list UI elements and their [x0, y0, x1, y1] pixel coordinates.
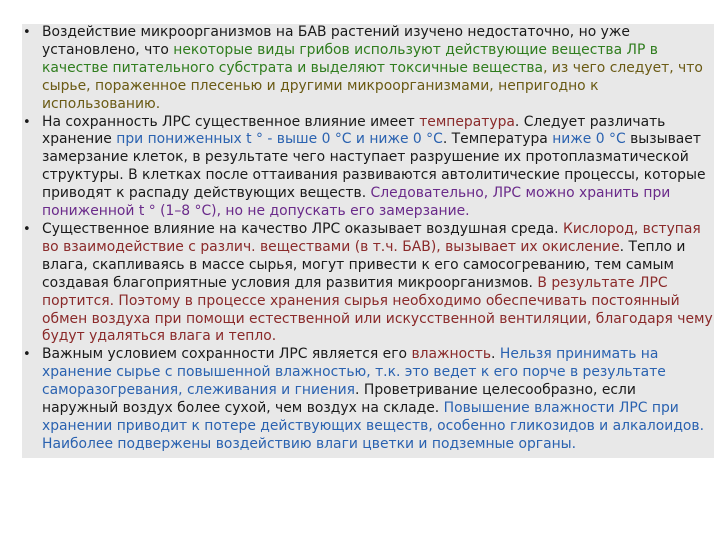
bullet-segment: . Тепло и влага, скапливаясь в массе сырья, могут привести к его самосогреванию, тем самым создавая благоприятные условия для развития микроорганизмов. [42, 238, 686, 291]
bullet-segment: В результате ЛРС портится. Поэтому в процессе хранения сырья необходимо обеспечивать постоянный обмен воздуха при помощи естественной или искусственной вентиляции, благодаря чему будут удаляться влага и тепло. [42, 274, 713, 345]
bullet-segment: . [491, 346, 500, 363]
bullet-segment: Кислород, вступая во взаимодействие с различ. веществами (в т.ч. БАВ), вызывает их окисление [42, 220, 701, 255]
bullet-item [22, 114, 714, 221]
bullet-segment: . Проветривание целесообразно, если наружный воздух более сухой, чем воздух на складе. [42, 382, 636, 417]
bullet-segment: некоторые виды грибов используют действующие вещества ЛР в качестве питательного субстрата и выделяют токсичные вещества [42, 41, 658, 76]
bullet-segment: Существенное влияние на качество ЛРС оказывает воздушная среда. [42, 220, 564, 237]
bullet-segment: Воздействие микроорганизмов на БАВ растений изучено недостаточно, но уже установлено, что [42, 24, 630, 58]
bullet-segment: Следовательно, ЛРС можно хранить при пониженной t ° (1–8 °С), но не допускать его замерзание. [42, 185, 671, 220]
bullet-segment: , из чего следует, что сырье, пораженное плесенью и другими микроорганизмами, непригодно к использованию. [42, 59, 703, 112]
bullet-dot-icon: • [23, 221, 31, 237]
bullet-segment: Важным условием сохранности ЛРС является его [42, 346, 412, 363]
bullet-segment: вызывает замерзание клеток, в результате чего наступает разрушение их протоплазматической структуры. В клетках после оттаивания развиваются автолитические процессы, которые приводят к распаду действующих веществ. [42, 131, 706, 202]
bullet-list [22, 24, 714, 454]
bullet-item [22, 346, 714, 453]
bullet-segment: влажность [411, 346, 492, 363]
bullet-item [22, 24, 714, 114]
bullet-segment: температура [419, 113, 515, 130]
bullet-dot-icon: • [23, 114, 31, 130]
bullet-segment: На сохранность ЛРС существенное влияние имеет [42, 113, 420, 130]
bullet-dot-icon: • [23, 25, 31, 40]
bullet-segment: Нельзя принимать на хранение сырье с повышенной влажностью, т.к. это ведет к его порче в результате саморазогревания, слеживания и гниения [42, 346, 666, 399]
bullet-item [22, 221, 714, 346]
bullet-segment: при пониженных t ° - выше 0 °С и ниже 0 °С [116, 131, 443, 148]
bullet-segment: Повышение влажности ЛРС при хранении приводит к потере действующих веществ, особенно гликозидов и алкалоидов. Наиболее подвержены воздействию влаги цветки и подземные органы. [42, 400, 705, 452]
text-block [22, 24, 714, 458]
bullet-segment: . Температура [442, 131, 553, 148]
bullet-dot-icon: • [23, 347, 31, 363]
bullet-segment: ниже 0 °С [552, 131, 626, 148]
bullet-segment: . Следует различать хранение [42, 113, 666, 148]
